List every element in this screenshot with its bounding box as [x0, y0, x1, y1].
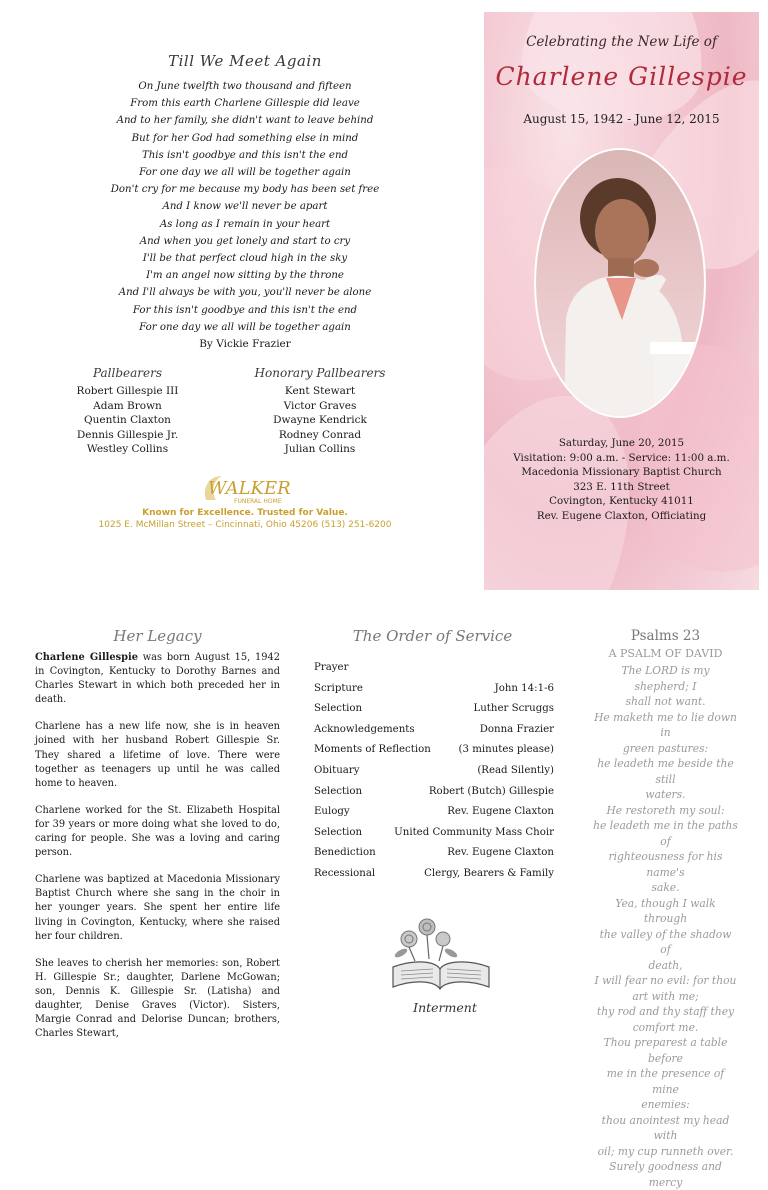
psalm-line: death, — [648, 958, 683, 972]
psalm-line: art with me; — [632, 989, 699, 1003]
psalm-line: comfort me. — [632, 1020, 699, 1034]
service-item-label: Selection — [314, 826, 363, 838]
psalm-text — [593, 663, 738, 1190]
psalm-line: I will fear no evil: for thou — [594, 974, 737, 987]
service-item-label: Prayer — [314, 662, 349, 673]
pallbearers-heading: Pallbearers — [92, 366, 163, 380]
poem-line: I'll be that perfect cloud high in the sky — [142, 253, 348, 265]
service-item — [314, 703, 554, 724]
service-item-label: Benediction — [314, 847, 376, 859]
poem-line: And I'll always be with you, you'll never be alone — [118, 287, 372, 299]
psalm-line: green pastures: — [622, 741, 709, 755]
psalm-line: righteousness for his name's — [608, 850, 723, 879]
service-item-label: Selection — [314, 703, 363, 715]
funeral-home-address: 1025 E. McMillan Street – Cincinnati, Ohio 45206 (513) 251-6200 — [98, 520, 392, 530]
funeral-home-logo — [200, 472, 290, 506]
service-item — [314, 724, 554, 745]
psalm-line: me in the presence of mine — [606, 1067, 725, 1096]
service-item-value: (3 minutes please) — [458, 744, 554, 756]
cover-heading: Celebrating the New Life of — [526, 34, 717, 50]
poem-line: For one day we all will be together again — [139, 321, 351, 333]
pallbearer-name: Westley Collins — [86, 443, 169, 455]
service-item — [314, 847, 554, 868]
psalm-line: He restoreth my soul: — [606, 803, 725, 817]
poem-line: And to her family, she didn't want to leave behind — [116, 115, 374, 127]
psalm-line: He maketh me to lie down in — [594, 710, 737, 739]
service-item-label: Eulogy — [314, 806, 350, 818]
church-city: Covington, Kentucky 41011 — [549, 495, 694, 508]
poem-lines — [95, 78, 395, 336]
service-item-label: Selection — [314, 785, 363, 797]
legacy-text — [35, 651, 280, 1054]
psalm-line: Surely goodness and mercy — [609, 1160, 722, 1189]
honorary-pallbearer-name: Dwayne Kendrick — [273, 414, 367, 426]
poem-line: As long as I remain in your heart — [159, 218, 331, 230]
service-item — [314, 806, 554, 827]
service-item-value: United Community Mass Choir — [394, 826, 554, 838]
service-details — [484, 436, 759, 524]
service-times: Visitation: 9:00 a.m. - Service: 11:00 a.m. — [513, 451, 730, 464]
psalm-line: Thou preparest a table before — [603, 1036, 728, 1065]
funeral-home-logo-text: WALKER — [208, 478, 290, 499]
legacy-paragraph: Charlene has a new life now, she is in heaven joined with her husband Robert Gillespie Sr. They shared a lifetime of love. There were together as teenagers up until he was called home to heaven. — [35, 721, 280, 789]
poem-line: For this isn't goodbye and this isn't the end — [132, 304, 358, 316]
psalm-line: Yea, though I walk through — [615, 896, 716, 925]
funeral-home-logo-subtext: FUNERAL HOME — [234, 498, 282, 505]
psalm-line: he leadeth me beside the still — [597, 757, 734, 786]
poem-author: By Vickie Frazier — [199, 338, 291, 351]
service-item — [314, 744, 554, 765]
poem-line: I'm an angel now sitting by the throne — [146, 270, 344, 282]
psalm-line: the valley of the shadow of — [599, 927, 732, 956]
service-item-value: Rev. Eugene Claxton — [447, 806, 554, 818]
order-of-service-list — [314, 662, 554, 889]
psalm-line: he leadeth me in the paths of — [593, 819, 738, 848]
poem-line: This isn't goodbye and this isn't the end — [141, 149, 349, 161]
pallbearer-name: Quentin Claxton — [84, 414, 171, 426]
poem-line: But for her God had something else in mind — [131, 132, 359, 144]
bible-roses-icon — [385, 915, 495, 993]
psalm-title: Psalms 23 — [630, 628, 701, 644]
service-item — [314, 683, 554, 704]
psalm-line: enemies: — [641, 1098, 690, 1111]
honorary-pallbearer-name: Victor Graves — [283, 399, 357, 412]
pallbearer-name: Adam Brown — [93, 399, 162, 412]
legacy-paragraph: Charlene worked for the St. Elizabeth Hospital for 39 years or more doing what she loved to do, caring for people. She was a loving and caring person. — [35, 804, 280, 859]
poem-line: And when you get lonely and start to cry — [139, 235, 351, 247]
legacy-paragraph: Charlene was baptized at Macedonia Missionary Baptist Church where she sang in the choir in her younger years. She spent her entire life living in Covington, Kentucky, where she raised her four children. — [35, 874, 280, 942]
psalm-line: waters. — [645, 788, 686, 801]
cover-panel — [484, 12, 759, 590]
psalm-line: The LORD is my shepherd; I — [621, 664, 710, 693]
poem-title: Till We Meet Again — [168, 52, 322, 70]
poem-line: From this earth Charlene Gillespie did leave — [130, 98, 360, 110]
service-item — [314, 786, 554, 807]
honorary-pallbearer-name: Rodney Conrad — [278, 428, 362, 441]
church-street: 323 E. 11th Street — [573, 480, 670, 493]
pallbearer-name: Dennis Gillespie Jr. — [76, 428, 179, 441]
poem-line: And I know we'll never be apart — [162, 201, 328, 213]
service-item — [314, 827, 554, 848]
service-item-value: Clergy, Bearers & Family — [424, 867, 554, 879]
service-item-label: Scripture — [314, 682, 363, 694]
legacy-paragraph: She leaves to cherish her memories: son, Robert H. Gillespie Sr.; daughter, Darlene McGowan; son, Dennis K. Gillespie Sr. (Latisha) and daughter, Denise Graves (Victor). Sisters, Margie Conrad and Delorise Duncan; brothers, Charles Stewart, — [35, 957, 280, 1040]
legacy-lead-name: Charlene Gillespie — [35, 652, 138, 663]
service-item — [314, 868, 554, 889]
psalm-line: shall not want. — [625, 695, 706, 708]
service-item-value: Rev. Eugene Claxton — [447, 847, 554, 859]
service-item-label: Moments of Reflection — [314, 744, 431, 756]
funeral-home-tagline: Known for Excellence. Trusted for Value. — [142, 508, 348, 518]
church-name: Macedonia Missionary Baptist Church — [521, 466, 722, 479]
poem-line: Don't cry for me because my body has been set free — [110, 184, 380, 196]
deceased-name: Charlene Gillespie — [495, 62, 748, 91]
pallbearer-name: Robert Gillespie III — [76, 385, 179, 397]
psalm-subtitle: A PSALM OF DAVID — [608, 647, 723, 660]
psalm-line: sake. — [651, 881, 680, 894]
legacy-title: Her Legacy — [113, 627, 202, 645]
interment-title: Interment — [413, 1000, 477, 1015]
service-item-value: Robert (Butch) Gillespie — [428, 785, 554, 797]
honorary-pallbearers-heading: Honorary Pallbearers — [254, 366, 386, 380]
service-item-value: Luther Scruggs — [473, 703, 554, 715]
psalm-line: thy rod and thy staff they — [596, 1005, 735, 1018]
life-dates: August 15, 1942 - June 12, 2015 — [523, 112, 720, 126]
officiant: Rev. Eugene Claxton, Officiating — [536, 509, 707, 522]
service-item-value: Donna Frazier — [479, 723, 554, 735]
legacy-paragraph-text: was born August 15, 1942 in Covington, Kentucky to Dorothy Barnes and Charles Stewart in which both preceded her in death. — [35, 652, 280, 706]
service-item-label: Recessional — [314, 867, 376, 879]
psalm-line: thou anointest my head with — [601, 1113, 730, 1142]
poem-line: On June twelfth two thousand and fifteen — [138, 81, 352, 92]
legacy-paragraph — [35, 651, 280, 707]
poem-line: For one day we all will be together again — [139, 167, 351, 179]
portrait-photo — [534, 148, 706, 418]
order-of-service-title: The Order of Service — [352, 627, 513, 645]
service-item-label: Acknowledgements — [314, 723, 415, 735]
honorary-pallbearers-list — [250, 366, 390, 457]
service-item-label: Obituary — [314, 764, 360, 776]
psalm-line: oil; my cup runneth over. — [597, 1144, 734, 1158]
pallbearers-list — [60, 366, 195, 457]
service-item-value: (Read Silently) — [477, 764, 554, 776]
poem-section — [95, 52, 395, 350]
honorary-pallbearer-name: Kent Stewart — [284, 385, 356, 397]
service-item — [314, 662, 554, 683]
service-item — [314, 765, 554, 786]
honorary-pallbearer-name: Julian Collins — [284, 443, 356, 455]
service-item-value: John 14:1-6 — [494, 682, 554, 694]
service-date: Saturday, June 20, 2015 — [558, 437, 685, 449]
